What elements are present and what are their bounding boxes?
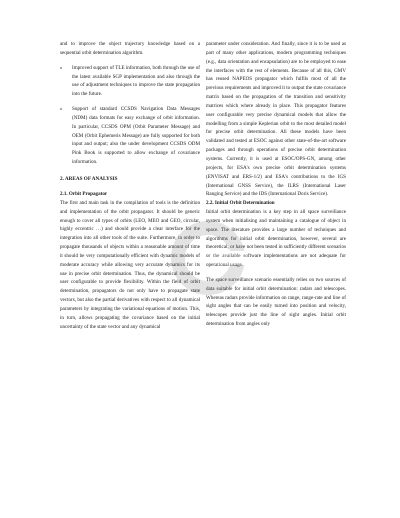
bullet-marker: o: [60, 64, 63, 70]
bullet-text: Support of standard CCSDS Navigation Data Messages (NDM) data formats for easy exchange of orbit information. In particular, CCSDS OPM (Orbit Parameter Message) and OEM (Orbit Ephemeris Message) are fully supported for both input and output; also the under development CCSDS ODM Pink Book is supported to allow exchange of covariance information.: [72, 106, 200, 166]
left-column: [60, 40, 200, 331]
subsection-heading: 2.1. Orbit Propagator: [60, 190, 108, 197]
body-paragraph: The first and main task in the compilation of tools is the definition and implementation of the orbit propagator. It should be generic enough to cover all types of orbits (LEO, MEO and GEO, circular, highly eccentric …) and should provide a clear interface for the integration into all other tools of the suite. Furthermore, in order to propagate thousands of objects within a reasonable amount of time it should be very computationally efficient with dynamic models of moderate accuracy while allowing very accurate dynamics for its use in precise orbit determination. Thus, the dynamical should be user configurable to provide flexibility. Within the field of orbit determination, propagators do not only have to propagate state vectors, but also the partial derivatives with respect to all dynamical parameters by integrating the variational equations of motion. This, in turn, allows propagating the covariance based on the initial uncertainty of the state vector and any dynamical: [60, 199, 200, 330]
subsection-heading: 2.2. Initial Orbit Determination: [206, 200, 275, 207]
right-column: [206, 40, 346, 329]
bullet-list: [60, 64, 200, 167]
bullet-item: [60, 105, 200, 167]
section-heading: 2. AREAS OF ANALYSIS: [60, 175, 118, 182]
body-paragraph: parameter under consideration. And finally, since it is to be used as part of many other applications, modern programming techniques (e.g., data orientation and encapsulation) are to be employed to ease the interfaces with the rest of elements. Because of all this, GMV has reused NAPEOS propagator which fulfils most of all the previous requirements and improved it to output the state covariance matrix based on the propagation of the transition and sensitivity matrices which where already in place. This propagator features user configurable very precise dynamical models that allow the modelling from a simple Keplerian orbit to the most detailed model for precise orbit determination. All these models have been validated and tested at ESOC against other state-of-the-art software packages and through operations of precise orbit determination systems. Currently, it is used at ESOC/OPS-GN, among other projects, for ESA's own precise orbit determination systems (ENVISAT and ERS-1/2) and ESA's contributions to the IGS (International GNSS Service), the ILRS (International Laser Ranging Service) and the IDS (International Doris Service).: [206, 41, 346, 198]
intro-paragraph: and to improve the object trajectory knowledge based on a sequential orbit determination algorithm.: [60, 41, 200, 56]
bullet-text: Improved support of TLE information, both through the use of the latest available SGP implementation and also through the use of adjustment techniques to improve the state propagation into the future.: [72, 64, 200, 98]
body-paragraph: The space surveillance scenario essentially relies on two sources of data suitable for initial orbit determination: radars and telescopes. Whereas radars provide information on range, range-rate and line of sight angles that can be easily turned into position and velocity, telescopes provide just the line of sight angles. Initial orbit determination from angles only: [206, 276, 346, 328]
bullet-marker: o: [60, 106, 63, 112]
bullet-item: [60, 64, 200, 99]
body-paragraph: Initial orbit determination is a key step in all space surveillance system when initialising and maintaining a catalogue of object in space. The literature provides a large number of techniques and algorithms for initial orbit determination, however, several are theoretical, or have not been tested in sufficiently different scenarios or the available software implementations are not adequate for operational usage.: [206, 209, 346, 269]
